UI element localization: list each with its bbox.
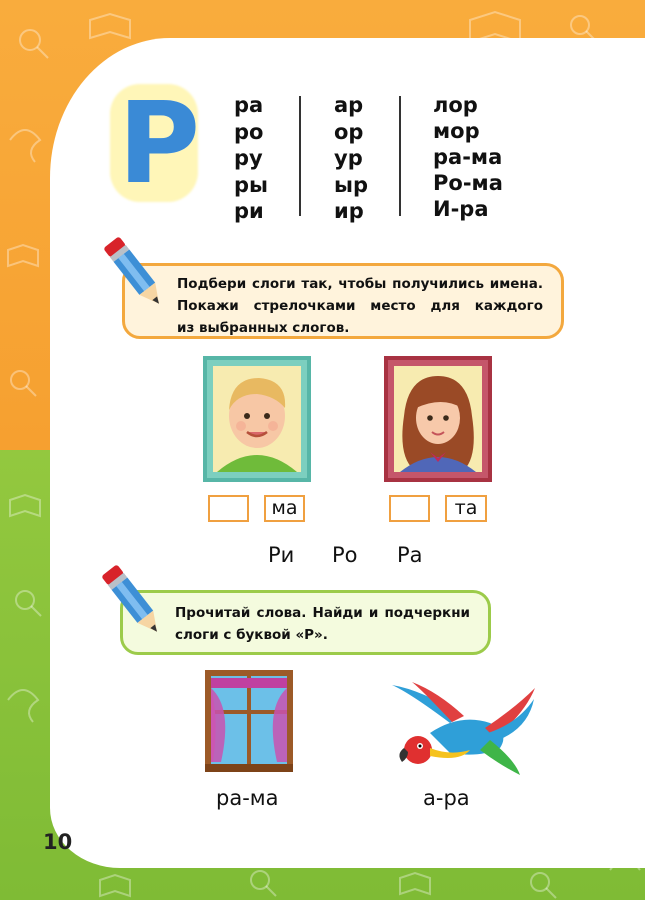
syllable: ру [234,146,263,170]
word: И-ра [433,197,489,221]
window-icon [205,670,293,772]
syllable-choice[interactable]: Ро [332,543,358,567]
word: мор [433,119,480,143]
big-letter [118,79,201,209]
column-divider [299,96,301,216]
big-letter-text: Р [118,79,201,209]
word: ра-ма [433,145,503,169]
task-2-line: слоги с буквой «Р». [175,627,328,643]
syllable: ро [234,119,264,144]
column-divider [399,96,401,216]
syllable: ыр [334,172,369,197]
task-1-line: Подбери слоги так, чтобы получились имена. [177,276,543,292]
word: Ро-ма [433,171,503,195]
syllable: ар [334,93,364,117]
syllable: ри [234,199,264,223]
syllable-column-1 [234,92,268,225]
task-2-line: Прочитай слова. Найди и подчеркни [175,605,470,621]
pencil-icon [100,232,170,314]
syllable: ир [334,199,364,223]
task-1-line: из выбранных слогов. [177,320,350,336]
task-1-box [122,263,564,339]
syllable: ра [234,93,264,117]
parrot-word: а-ра [423,786,470,810]
task-1-line: Покажи стрелочками место для каждого [177,298,543,314]
parrot-icon [390,678,540,778]
page-number: 10 [43,830,73,854]
syllable: ур [334,146,363,170]
syllable: ры [234,172,269,197]
boy-syllable-box: ма [264,495,305,522]
window-word: ра-ма [216,786,279,810]
syllable: ор [334,119,364,144]
syllable-choice[interactable]: Ра [397,543,423,567]
girl-syllable-box: та [445,495,487,522]
pencil-icon [98,560,168,642]
girl-portrait [384,356,492,482]
syllable-column-3 [433,92,503,222]
boy-portrait [203,356,311,482]
girl-empty-box[interactable] [389,495,430,522]
syllable-choice[interactable]: Ри [268,543,295,567]
syllable-column-2 [334,92,368,225]
word: лор [433,93,478,117]
task-2-box [120,590,491,655]
boy-empty-box[interactable] [208,495,249,522]
